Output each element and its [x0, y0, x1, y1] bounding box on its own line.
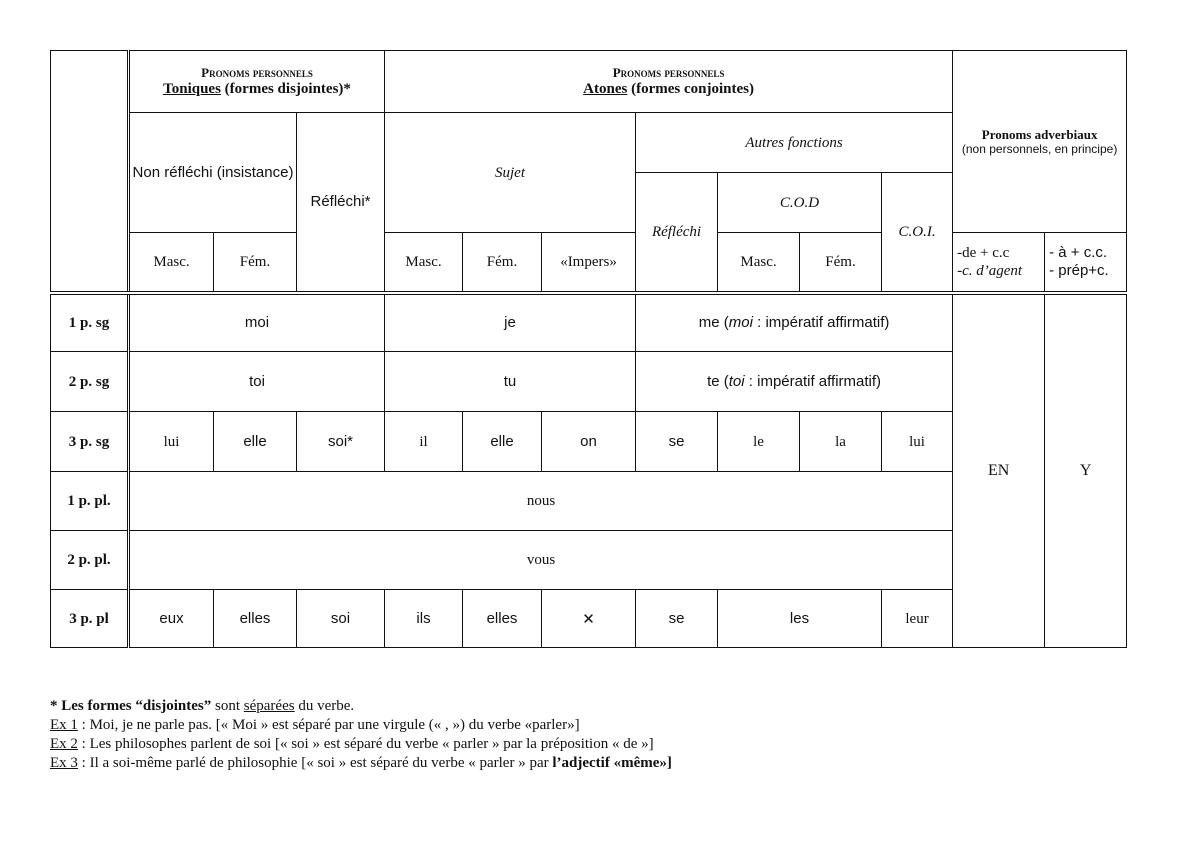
atone-refl-cell: se: [636, 412, 718, 472]
atones-desc: (formes conjointes): [627, 81, 754, 98]
autres-text-end: : impératif affirmatif): [744, 372, 882, 390]
y-usage-prep: - prép+c.: [1049, 261, 1109, 279]
autres-fonctions-cell: [636, 293, 953, 352]
tonique-masc-cell: eux: [129, 590, 214, 648]
atone-refl-cell: se: [636, 590, 718, 648]
header-reflechi-tonique: Réfléchi*: [297, 113, 385, 293]
header-toniques: [129, 51, 385, 113]
row-label: 2 p. sg: [51, 352, 129, 412]
tonique-masc-cell: lui: [129, 412, 214, 472]
y-usage-a: - à + c.c.: [1049, 243, 1108, 261]
header-y-usage: [1045, 233, 1127, 293]
header-sujet-masc: Masc.: [385, 233, 463, 293]
all-forms-cell: nous: [129, 472, 953, 531]
header-autres-fonctions: Autres fonctions: [636, 113, 953, 173]
header-row-4: [51, 233, 1127, 293]
footnote-underlined: séparées: [243, 698, 295, 714]
en-usage-de: -de + c.c: [957, 244, 1010, 261]
row-label: 3 p. sg: [51, 412, 129, 472]
footnote-definition: [50, 697, 1150, 716]
example-1-text: : Moi, je ne parle pas. [« Moi » est séparé par une virgule (« , ») du verbe «parler»]: [77, 717, 580, 733]
autres-fonctions-cell: [636, 352, 953, 412]
sujet-masc-cell: il: [385, 412, 463, 472]
row-label: 2 p. pl.: [51, 531, 129, 590]
row-1p-sg: [51, 293, 1127, 352]
autres-text-end: : impératif affirmatif): [752, 313, 890, 331]
sujet-cell: tu: [385, 352, 636, 412]
example-2-label: Ex 2: [50, 736, 78, 752]
sujet-masc-cell: ils: [385, 590, 463, 648]
autres-text-italic: toi: [728, 372, 745, 390]
example-1: [50, 716, 1150, 735]
header-sujet-impers: «Impers»: [542, 233, 636, 293]
en-usage-agent: -c. d’agent: [957, 262, 1023, 279]
header-row-1: [51, 51, 1127, 113]
tonique-fem-cell: elles: [214, 590, 297, 648]
cod-cell: les: [718, 590, 882, 648]
sujet-fem-cell: elles: [463, 590, 542, 648]
autres-text-start: te (: [707, 372, 729, 390]
tonique-cell: moi: [129, 293, 385, 352]
tonique-refl-cell: soi*: [297, 412, 385, 472]
header-atones: [385, 51, 953, 113]
adverbiaux-title: Pronoms adverbiaux: [981, 126, 1098, 142]
sujet-impers-cell: on: [542, 412, 636, 472]
all-forms-cell: vous: [129, 531, 953, 590]
corner-cell: [51, 51, 129, 293]
header-reflechi-atone: Réfléchi: [636, 173, 718, 293]
header-adverbiaux: [953, 51, 1127, 233]
pronoun-table: [50, 50, 1127, 648]
en-cell: EN: [953, 293, 1045, 648]
autres-text-italic: moi: [728, 313, 753, 331]
row-label: 3 p. pl: [51, 590, 129, 648]
row-label: 1 p. pl.: [51, 472, 129, 531]
toniques-desc: (formes disjointes)*: [220, 81, 351, 98]
example-3: [50, 754, 1150, 773]
toniques-title: Pronoms personnels: [201, 64, 313, 80]
toniques-label: Toniques: [163, 81, 221, 98]
header-tonique-masc: Masc.: [129, 233, 214, 293]
example-3-label: Ex 3: [50, 755, 78, 771]
coi-cell: lui: [882, 412, 953, 472]
coi-cell: leur: [882, 590, 953, 648]
tonique-refl-cell: soi: [297, 590, 385, 648]
example-2-text: : Les philosophes parlent de soi [« soi » est séparé du verbe « parler » par la préposition « de »]: [77, 736, 654, 752]
autres-text-start: me (: [698, 313, 729, 331]
header-cod-fem: Fém.: [800, 233, 882, 293]
y-cell: Y: [1045, 293, 1127, 648]
header-cod: C.O.D: [718, 173, 882, 233]
example-3-bold: l’adjectif «même»]: [552, 755, 672, 771]
header-en-usage: [953, 233, 1045, 293]
cod-masc-cell: le: [718, 412, 800, 472]
row-label: 1 p. sg: [51, 293, 129, 352]
header-cod-masc: Masc.: [718, 233, 800, 293]
cross-mark-icon: ✕: [542, 590, 636, 648]
atones-label: Atones: [583, 81, 628, 98]
adverbiaux-subtitle: (non personnels, en principe): [961, 142, 1118, 157]
tonique-cell: toi: [129, 352, 385, 412]
example-2: [50, 735, 1150, 754]
footnote-end: du verbe.: [294, 698, 355, 714]
example-1-label: Ex 1: [50, 717, 78, 733]
footnotes: [50, 697, 1150, 773]
sujet-cell: je: [385, 293, 636, 352]
header-non-reflechi: Non réfléchi (insistance): [129, 113, 297, 233]
footnote-mid: sont: [211, 698, 244, 714]
header-coi: C.O.I.: [882, 173, 953, 293]
header-tonique-fem: Fém.: [214, 233, 297, 293]
cod-fem-cell: la: [800, 412, 882, 472]
atones-title: Pronoms personnels: [612, 64, 725, 80]
header-sujet-fem: Fém.: [463, 233, 542, 293]
sujet-fem-cell: elle: [463, 412, 542, 472]
header-sujet: Sujet: [385, 113, 636, 233]
example-3-text: : Il a soi-même parlé de philosophie [« soi » est séparé du verbe « parler » par: [77, 755, 553, 771]
tonique-fem-cell: elle: [214, 412, 297, 472]
footnote-bold: * Les formes “disjointes”: [50, 698, 212, 714]
